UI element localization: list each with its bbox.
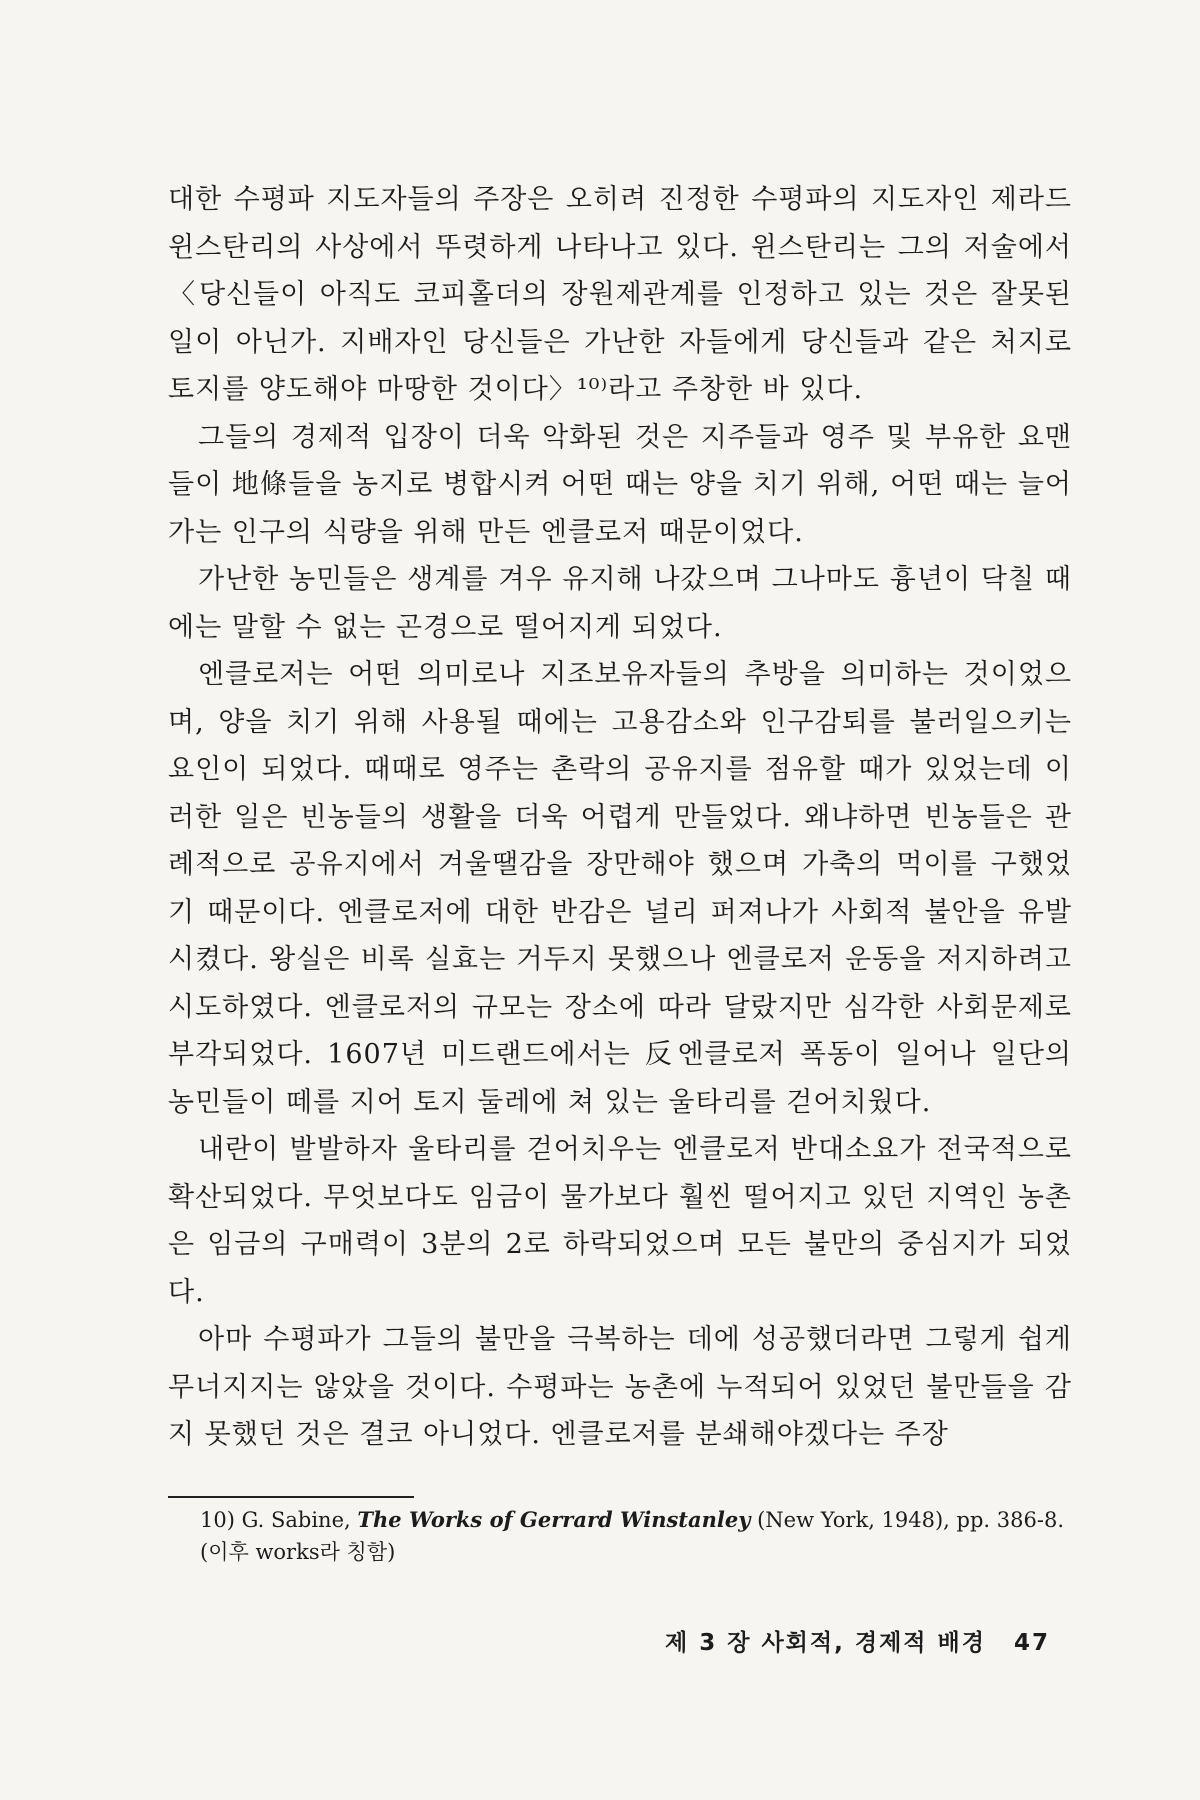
footnote-line-1 [200,1504,1080,1536]
body-text [168,176,1072,1459]
chapter-title: 제 3 장 사회적, 경제적 배경 [665,1630,986,1656]
paragraph-1: 대한 수평파 지도자들의 주장은 오히려 진정한 수평파의 지도자인 제라드 윈스탄리의 사상에서 뚜렷하게 나타나고 있다. 윈스탄리는 그의 저술에서 〈당신들이 아직도 코피홀더의 장원제관계를 인정하고 있는 것은 잘못된 일이 아닌가. 지배자인 당신들은 가난한 자들에게 당신들과 같은 처지로 토지를 양도해야 마땅한 것이다〉¹⁰⁾라고 주창한 바 있다. [168,184,1072,405]
footnote [200,1504,1080,1568]
footnote-divider [168,1496,414,1498]
paragraph-2: 그들의 경제적 입장이 더욱 악화된 것은 지주들과 영주 및 부유한 요맨들이 地條들을 농지로 병합시켜 어떤 때는 양을 치기 위해, 어떤 때는 늘어가는 인구의 식량을 위해 만든 엔클로저 때문이었다. [168,421,1072,548]
running-footer [665,1624,1050,1657]
paragraph-6: 아마 수평파가 그들의 불만을 극복하는 데에 성공했더라면 그렇게 쉽게 무너지지는 않았을 것이다. 수평파는 농촌에 누적되어 있었던 불만들을 감지 못했던 것은 결코 아니었다. 엔클로저를 분쇄해야겠다는 주장 [168,1324,1072,1450]
footnote-work-title: The Works of Gerrard Winstanley [357,1507,751,1532]
footnote-publication: (New York, 1948), pp. 386-8. [757,1508,1064,1532]
paragraph-5: 내란이 발발하자 울타리를 걷어치우는 엔클로저 반대소요가 전국적으로 확산되었다. 무엇보다도 임금이 물가보다 훨씬 떨어지고 있던 지역인 농촌은 임금의 구매력이 3분의 2로 하락되었으며 모든 불만의 중심지가 되었다. [168,1134,1072,1308]
footnote-mark: 10) [200,1508,235,1532]
footnote-author: G. Sabine, [241,1508,351,1532]
page-number: 47 [1013,1630,1050,1656]
paragraph-3: 가난한 농민들은 생계를 겨우 유지해 나갔으며 그나마도 흉년이 닥칠 때에는 말할 수 없는 곤경으로 떨어지게 되었다. [168,564,1072,643]
paragraph-4: 엔클로저는 어떤 의미로나 지조보유자들의 추방을 의미하는 것이었으며, 양을 치기 위해 사용될 때에는 고용감소와 인구감퇴를 불러일으키는 요인이 되었다. 때때로 영주는 촌락의 공유지를 점유할 때가 있었는데 이러한 일은 빈농들의 생활을 더욱 어렵게 만들었다. 왜냐하면 빈농들은 관례적으로 공유지에서 겨울땔감을 장만해야 했으며 가축의 먹이를 구했었기 때문이다. 엔클로저에 대한 반감은 널리 퍼져나가 사회적 불안을 유발시켰다. 왕실은 비록 실효는 거두지 못했으나 엔클로저 운동을 저지하려고 시도하였다. 엔클로저의 규모는 장소에 따라 달랐지만 심각한 사회문제로 부각되었다. 1607년 미드랜드에서는 反엔클로저 폭동이 일어나 일단의 농민들이 떼를 지어 토지 둘레에 쳐 있는 울타리를 걷어치웠다. [168,659,1072,1118]
footnote-note: (이후 works라 칭함) [200,1540,396,1564]
